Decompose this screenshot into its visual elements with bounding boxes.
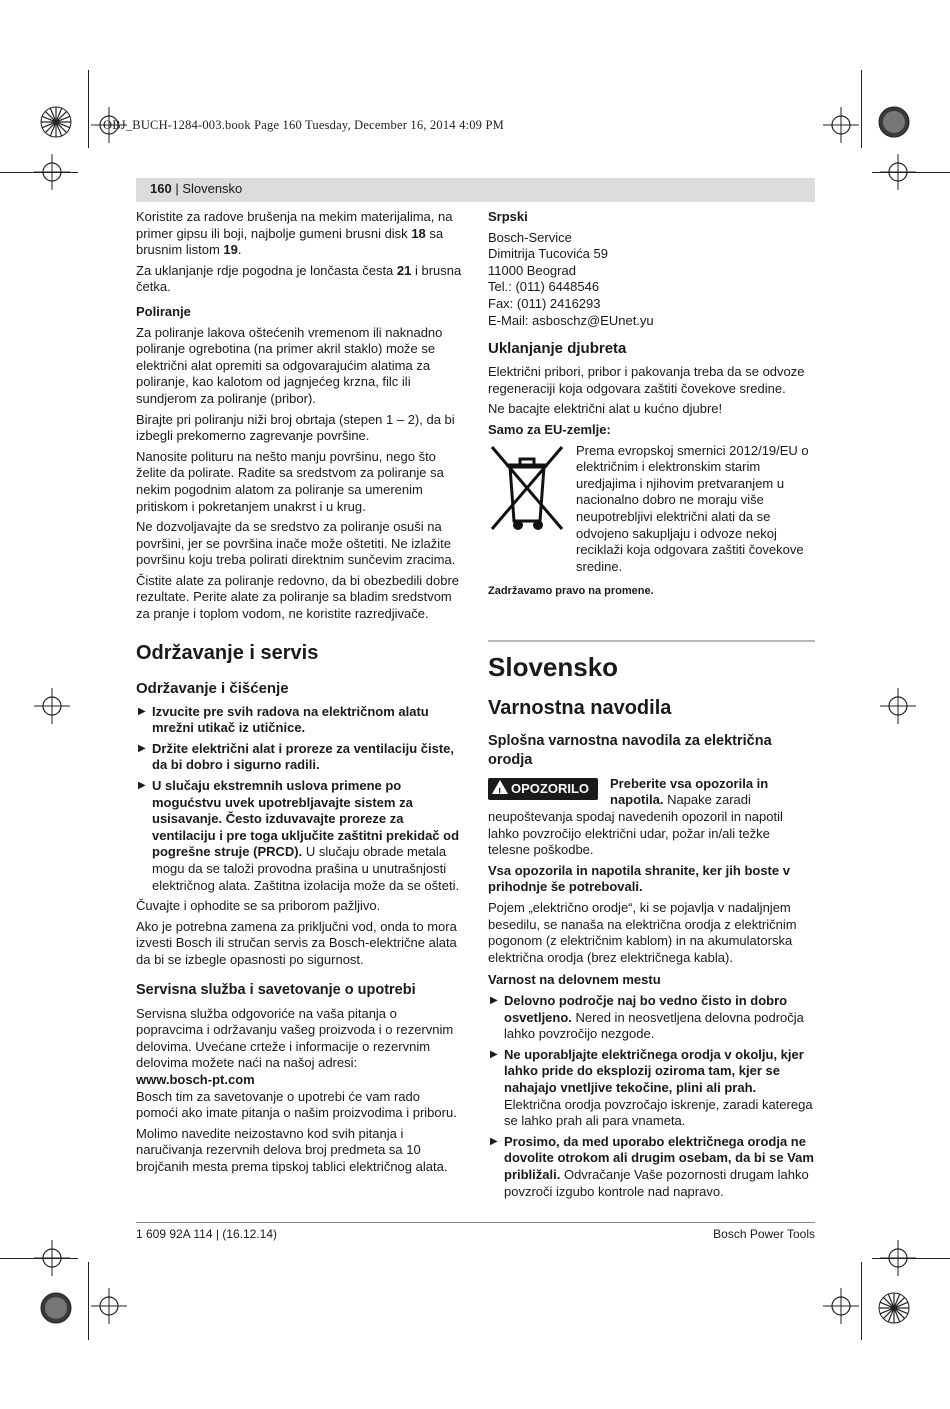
- list-item: ▶ Ne uporabljajte električnega orodja v okolju, kjer lahko pride do eksplozij oziroma tam, kjer se nahajajo vnetljive tekočine, plini ali prah. Električna orodja povzročajo iskrenje, zaradi katerega se lahko prah ali para vnameta.: [490, 1046, 813, 1129]
- weee-text: Prema evropskoj smernici 2012/19/EU o električnim i elektronskim starim uredjajima i njihovim pretvaranjem u nacionalno dobro ne moraju više neupotrebljivi električni alati da se odvojeno sakupljaju i odvoze nekoj reciklaži koja odgovara zaštiti čovekove sredine.: [576, 442, 809, 574]
- varnost-heading: Varnost na delovnem mestu: [488, 972, 661, 988]
- address-line: Tel.: (011) 6448546: [488, 279, 600, 295]
- odrzavanje-heading: Održavanje i servis: [136, 641, 319, 664]
- warning-triangle-icon: !: [492, 780, 508, 794]
- footer-divider: [136, 1222, 815, 1223]
- slovensko-title: Slovensko: [488, 651, 619, 682]
- registration-mark-icon: [34, 100, 78, 144]
- footer-document-number: 1 609 92A 114 | (16.12.14): [136, 1227, 278, 1241]
- zadrzavamo-note: Zadržavamo pravo na promene.: [488, 585, 654, 598]
- splosna-heading: Splošna varnostna navodila za električna orodja: [488, 732, 772, 768]
- crop-line: [88, 70, 89, 148]
- address-line: Bosch-Service: [488, 229, 572, 245]
- safety-list: [488, 993, 815, 1200]
- crosshair-mark-icon: [30, 684, 74, 728]
- triangle-right-icon: ▶: [138, 705, 146, 717]
- address-line: 11000 Beograd: [488, 262, 576, 278]
- page-header: [150, 181, 242, 196]
- crosshair-mark-icon: [819, 1284, 863, 1328]
- crop-line: [861, 70, 862, 148]
- eu-heading: Samo za EU-zemlje:: [488, 421, 611, 437]
- servisna-paragraph-2: Bosch tim za savetovanje o upotrebi će vam rado pomoći ako imate pitanja o našim proizvodima i priboru.: [136, 1088, 457, 1121]
- uklanjanje-paragraph-1: Električni pribori, pribor i pakovanja treba da se odvoze regeneraciji koja odgovara zaštiti čovekove sredine.: [488, 364, 805, 396]
- triangle-right-icon: ▶: [138, 780, 146, 792]
- paragraph-rust: Za uklanjanje rdje pogodna je lončasta česta 21 i brusna četka.: [136, 262, 462, 295]
- zamena-paragraph: Ako je potrebna zamena za priključni vod, onda to mora izvesti Bosch ili stručan servis za Bosch-električne alata da bi se izbegle opasnosti po sigurnost.: [136, 918, 457, 967]
- list-item: ▶ Prosimo, da med uporabo električnega orodja ne dovolite otrokom ali drugim osebam, da bi se Vam približali. Odvračanje Vaše pozornosti drugam lahko povzroči izgubo kontrole nad napravo.: [490, 1133, 814, 1199]
- triangle-right-icon: ▶: [490, 1135, 498, 1147]
- crosshair-mark-icon: [876, 684, 920, 728]
- address-line: Dimitrija Tucovića 59: [488, 246, 608, 262]
- crosshair-mark-icon: [819, 103, 863, 147]
- right-column: [488, 209, 815, 1204]
- page-number: 160: [150, 181, 172, 196]
- warning-block: [488, 776, 815, 859]
- registration-mark-icon: [872, 1286, 916, 1330]
- servisna-paragraph-1: Servisna služba odgovoriće na vaša pitanja o popravcima i održavanju vašeg proizvoda i o rezervnim delovima. Uvećane crteže i informacije o rezervnim delovima možete naći na našoj adresi:: [136, 1005, 454, 1071]
- triangle-right-icon: ▶: [138, 742, 146, 754]
- address-line: Fax: (011) 2416293: [488, 295, 601, 311]
- crop-line: [0, 172, 78, 173]
- ciscenje-heading: Održavanje i čišćenje: [136, 679, 289, 697]
- print-info: OBJ_BUCH-1284-003.book Page 160 Tuesday, December 16, 2014 4:09 PM: [103, 118, 504, 132]
- maintenance-list: [136, 704, 464, 895]
- cuvajte-paragraph: Čuvajte i ophodite se sa priborom pažljivo.: [136, 898, 381, 914]
- poliranje-heading: Poliranje: [136, 303, 191, 319]
- language-divider: [488, 640, 815, 642]
- weee-block: [488, 443, 815, 576]
- varnostna-heading: Varnostna navodila: [488, 696, 672, 719]
- registration-mark-icon: [872, 100, 916, 144]
- header-separator: |: [171, 181, 183, 196]
- warning-text: Preberite vsa opozorila in napotila. Napake zaradi neupoštevanja spodaj navedenih opozoril in napotil lahko povzročijo električni udar, požar in/ali težke telesne poškodbe.: [488, 775, 783, 858]
- list-item: ▶ Držite električni alat i proreze za ventilaciju čiste, da bi dobro i sigurno radili.: [138, 740, 455, 773]
- crop-line: [872, 1258, 950, 1259]
- poliranje-paragraph-3: Nanosite polituru na nešto manju površinu, nego što želite da polirate. Radite sa sredstvom za poliranje sa nekim pogodnim alatom za poliranje sa umerenim pritiskom i pokretanjem unakrst i u krug.: [136, 448, 444, 514]
- crop-line: [0, 1258, 78, 1259]
- header-language: Slovensko: [182, 181, 243, 196]
- poliranje-paragraph-5: Čistite alate za poliranje redovno, da bi obezbedili dobre rezultate. Perite alate za poliranje sa bladim sredstvom za pranje i toplom vodom, ne koristite razredjivače.: [136, 572, 460, 622]
- crop-line: [872, 172, 950, 173]
- poliranje-paragraph-4: Ne dozvoljavajte da se sredstvo za poliranje osuši na površini, jer se površina inače može oštetiti. Ne izlažite površinu koju treba polirati direktnim sunčevim zracima.: [136, 519, 456, 568]
- uklanjanje-heading: Uklanjanje djubreta: [488, 340, 627, 358]
- warning-badge: ! OPOZORILO: [488, 778, 598, 800]
- crossed-bin-icon: [488, 443, 566, 535]
- shranite-paragraph: Vsa opozorila in napotila shranite, ker jih boste v prihodnje še potrebovali.: [488, 862, 790, 895]
- registration-mark-icon: [34, 1286, 78, 1330]
- servisna-heading: Servisna služba i savetovanje o upotrebi: [136, 981, 416, 998]
- footer-brand: Bosch Power Tools: [713, 1227, 815, 1241]
- list-item: ▶ U slučaju ekstremnih uslova primene po mogućstvu uvek upotrebljavajte sistem za usisavanje. Često izduvavajte proreze za ventilaciju i pre toga uključite zaštitni prekidač od pogrešne struje (PRCD). U slučaju obrade metala mogu da se taloži provodna prašina u unutrašnjosti električnog alata. Zaštitna izolacija može da se ošteti.: [138, 778, 460, 893]
- list-item: ▶ Izvucite pre svih radova na električnom alatu mrežni utikač iz utičnice.: [138, 703, 429, 736]
- website-link[interactable]: www.bosch-pt.com: [136, 1071, 255, 1087]
- service-address: [488, 230, 815, 330]
- uklanjanje-paragraph-2: Ne bacajte električni alat u kućno djubre!: [488, 401, 723, 417]
- crop-line: [861, 1262, 862, 1340]
- list-item: ▶ Delovno področje naj bo vedno čisto in dobro osvetljeno. Nered in neosvetljena delovna področja lahko povzročijo nezgode.: [490, 993, 804, 1042]
- triangle-right-icon: ▶: [490, 995, 498, 1006]
- crosshair-mark-icon: [87, 1284, 131, 1328]
- poliranje-paragraph-1: Za poliranje lakova oštećenih vremenom ili naknadno poliranje ogrebotina (na primer akril staklo) može se električni alat opremiti sa odgovarajućim alatima za poliranje, kao kalotom od jagnjećeg krzna, filc ili sundjerom za poliranje (pribor).: [136, 324, 443, 406]
- address-line: E-Mail: asboschz@EUnet.yu: [488, 312, 654, 328]
- servisna-paragraph-3: Molimo navedite neizostavno kod svih pitanja i naručivanja rezervnih delova broj predmeta sa 10 brojčanih mesta prema tipskoj tablici električnog alata.: [136, 1125, 448, 1174]
- crop-line: [88, 1262, 89, 1340]
- paragraph-rubber-disk: Koristite za radove brušenja na mekim materijalima, na primer gipsu ili boji, najbolje gumeni brusni disk 18 sa brusnim listom 19.: [136, 209, 453, 258]
- poliranje-paragraph-2: Birajte pri poliranju niži broj obrtaja (stepen 1 – 2), da bi izbegli prekomerno zagrevanje površine.: [136, 411, 455, 444]
- srpski-heading: Srpski: [488, 209, 528, 224]
- triangle-right-icon: ▶: [490, 1048, 498, 1060]
- left-column: [136, 209, 464, 1180]
- pojem-paragraph: Pojem „električno orodje“, ki se pojavlja v nadaljnjem besedilu, se nanaša na električna orodja z električnim pogonom (z električnim kablom) in na akumulatorska električna orodja (brez električnega kabla).: [488, 900, 797, 965]
